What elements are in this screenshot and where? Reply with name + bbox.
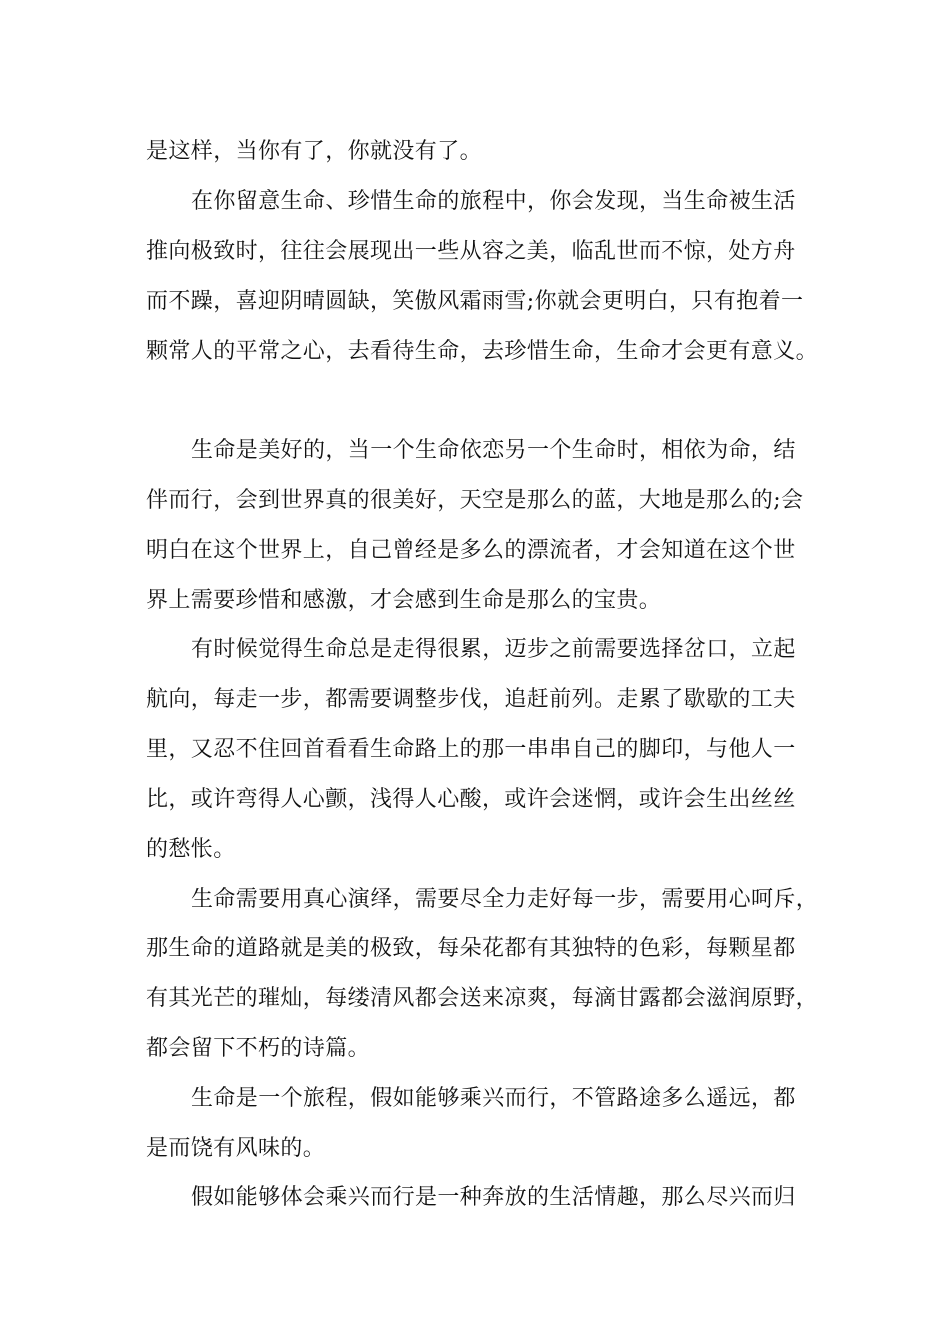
text-line: 界上需要珍惜和感激，才会感到生命是那么的宝贵。: [146, 588, 662, 613]
text-line: 里，又忍不住回首看看生命路上的那一串串自己的脚印，与他人一: [146, 737, 796, 762]
text-line: 航向，每走一步，都需要调整步伐，追赶前列。走累了歇歇的工夫: [146, 687, 796, 712]
text-line: 是这样，当你有了，你就没有了。: [146, 139, 483, 164]
text-line: 是而饶有风味的。: [146, 1136, 326, 1161]
text-line: 都会留下不朽的诗篇。: [146, 1036, 371, 1061]
text-line: 比，或许弯得人心颤，浅得人心酸，或许会迷惘，或许会生出丝丝: [146, 787, 796, 812]
text-line: 颗常人的平常之心，去看待生命，去珍惜生命，生命才会更有意义。: [146, 339, 819, 364]
text-line: 而不躁，喜迎阴晴圆缺，笑傲风霜雨雪;你就会更明白，只有抱着一: [146, 289, 804, 314]
text-line: 假如能够体会乘兴而行是一种奔放的生活情趣，那么尽兴而归: [191, 1185, 796, 1210]
text-line: 那生命的道路就是美的极致，每朵花都有其独特的色彩，每颗星都: [146, 936, 796, 961]
text-line: 推向极致时，往往会展现出一些从容之美，临乱世而不惊，处方舟: [146, 239, 796, 264]
text-line: 生命是美好的，当一个生命依恋另一个生命时，相依为命，结: [191, 438, 796, 463]
text-line: 有其光芒的璀灿，每缕清风都会送来凉爽，每滴甘露都会滋润原野，: [146, 986, 819, 1011]
text-line: 明白在这个世界上，自己曾经是多么的漂流者，才会知道在这个世: [146, 538, 796, 563]
text-line: 有时候觉得生命总是走得很累，迈步之前需要选择岔口，立起: [191, 637, 796, 662]
text-line: 的愁怅。: [146, 837, 236, 862]
text-line: 生命需要用真心演绎，需要尽全力走好每一步，需要用心呵斥，: [191, 887, 819, 912]
text-line: 生命是一个旅程，假如能够乘兴而行，不管路途多么遥远，都: [191, 1086, 796, 1111]
text-line: 在你留意生命、珍惜生命的旅程中，你会发现，当生命被生活: [191, 189, 796, 214]
text-line: 伴而行，会到世界真的很美好，天空是那么的蓝，大地是那么的;会: [146, 488, 804, 513]
